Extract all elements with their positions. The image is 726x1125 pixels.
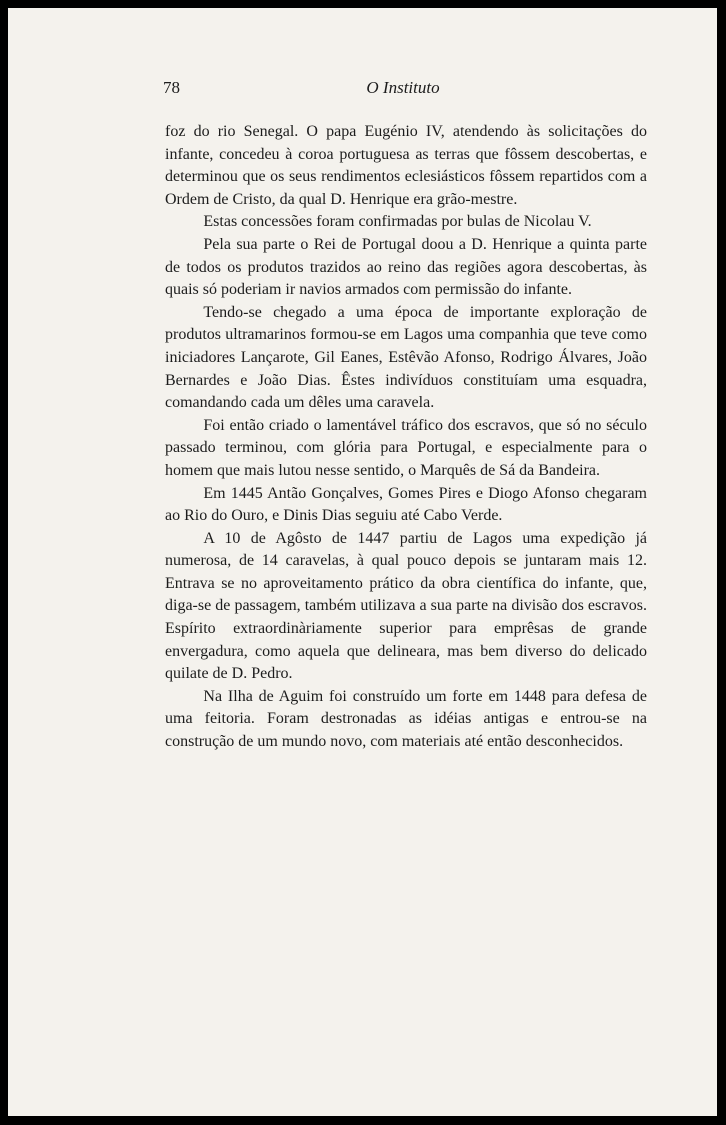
paragraph-8: Na Ilha de Aguim foi construído um forte em 1448 para defesa de uma feitoria. Foram destronadas as idéias antigas e entrou-se na construção de um mundo novo, com materiais até então desconhecidos. <box>165 687 647 751</box>
page-header <box>163 78 643 102</box>
paragraph-7: A 10 de Agôsto de 1447 partiu de Lagos uma expedição já numerosa, de 14 caravelas, à qual pouco depois se juntaram mais 12. Entrava se no aproveitamento prático da obra científica do infante, que, diga-se de passagem, também utilizava a sua parte na divisão dos escravos. Espírito extraordinàriamente superior para emprêsas de grande envergadura, como aquela que delineara, mas bem diverso do delicado quilate de D. Pedro. <box>165 529 647 683</box>
book-page <box>8 8 717 1116</box>
running-title: O Instituto <box>366 78 440 97</box>
paragraph-1: foz do rio Senegal. O papa Eugénio IV, atendendo às solicitações do infante, concedeu à coroa portuguesa as terras que fôssem descobertas, e determinou que os seus rendimentos eclesiásticos fôssem repartidos com a Ordem de Cristo, da qual D. Henrique era grão-mestre. <box>165 123 647 208</box>
paragraph-2: Estas concessões foram confirmadas por bulas de Nicolau V. <box>203 213 592 231</box>
page-number: 78 <box>163 78 180 97</box>
paragraph-6: Em 1445 Antão Gonçalves, Gomes Pires e Diogo Afonso chegaram ao Rio do Ouro, e Dinis Dias seguiu até Cabo Verde. <box>165 484 647 525</box>
body-text <box>165 121 647 754</box>
paragraph-5: Foi então criado o lamentável tráfico dos escravos, que só no século passado terminou, com glória para Portugal, e especialmente para o homem que mais lutou nesse sentido, o Marquês de Sá da Bandeira. <box>165 416 647 479</box>
paragraph-3: Pela sua parte o Rei de Portugal doou a D. Henrique a quinta parte de todos os produtos trazidos ao reino das regiões agora descobertas, às quais só poderiam ir navios armados com permissão do infante. <box>165 235 647 299</box>
paragraph-4: Tendo-se chegado a uma época de importante exploração de produtos ultramarinos formou-se em Lagos uma companhia que teve como iniciadores Lançarote, Gil Eanes, Estêvão Afonso, Rodrigo Álvares, João Bernardes e João Dias. Êstes indivíduos constituíam uma esquadra, comandando cada um dêles uma caravela. <box>165 303 647 412</box>
